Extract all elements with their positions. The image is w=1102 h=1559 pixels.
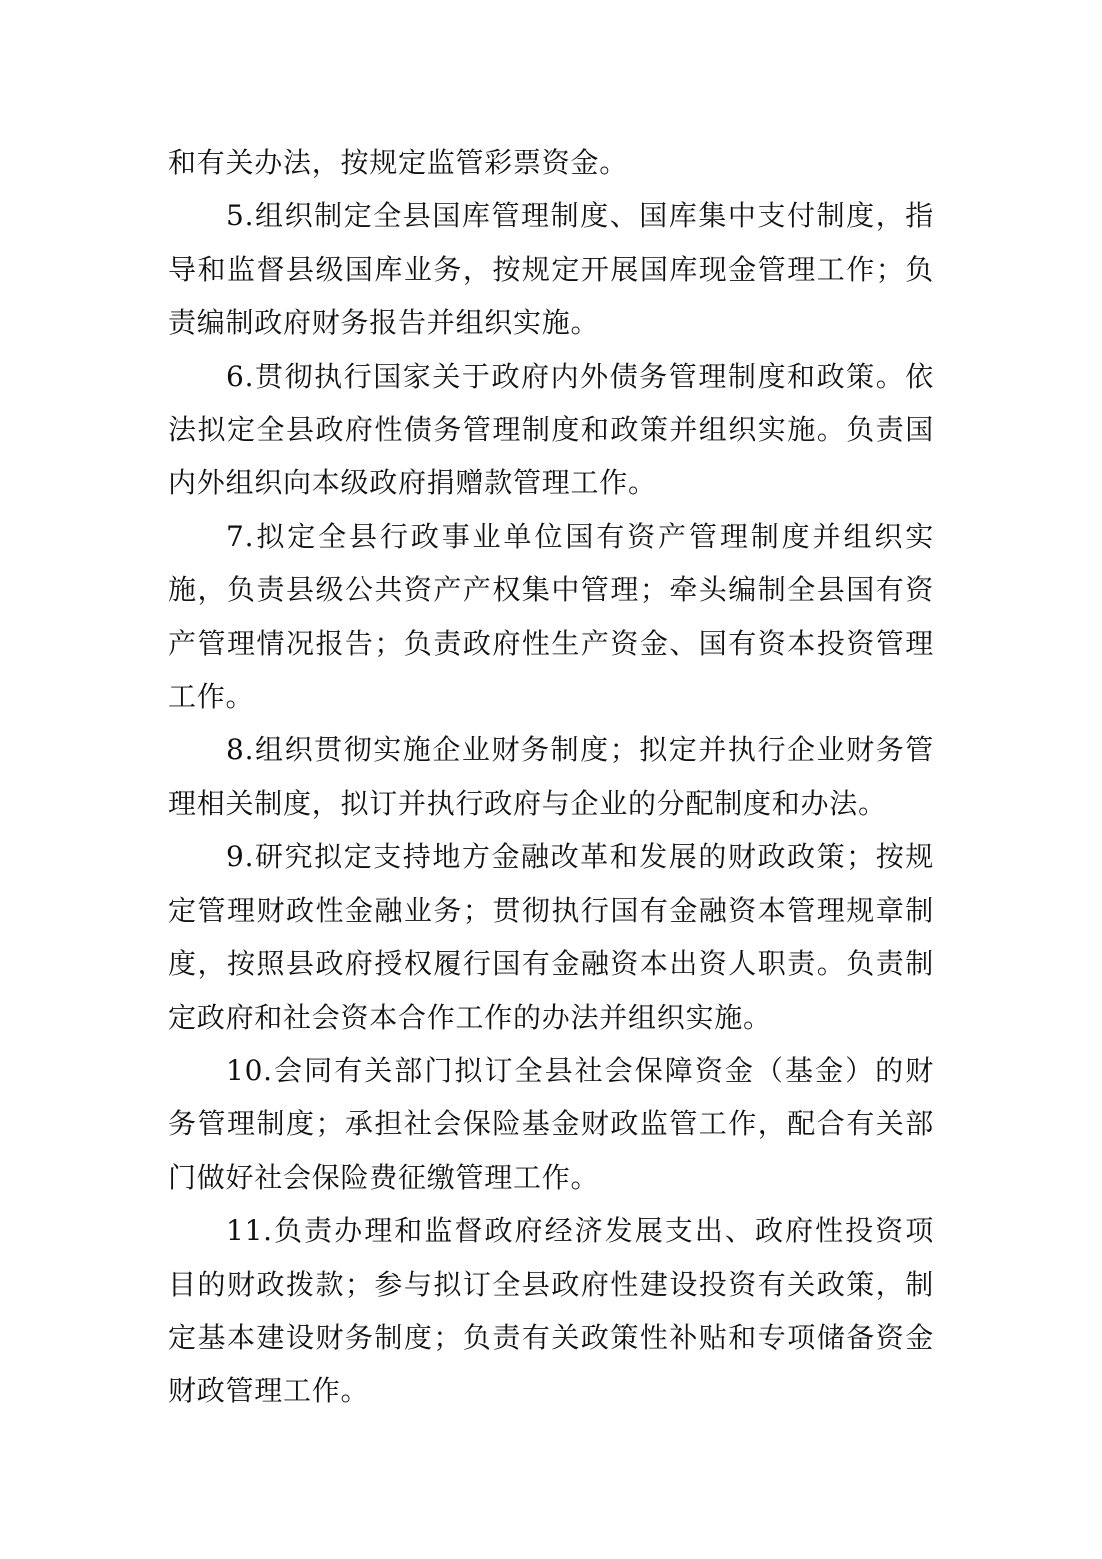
- paragraph-item-11: 11.负责办理和监督政府经济发展支出、政府性投资项目的财政拨款；参与拟订全县政府性建设投资有关政策，制定基本建设财务制度；负责有关政策性补贴和专项储备资金财政管理工作。: [168, 1214, 934, 1408]
- paragraph-item-7: 7.拟定全县行政事业单位国有资产管理制度并组织实施，负责县级公共资产产权集中管理；牵头编制全县国有资产管理情况报告；负责政府性生产资金、国有资本投资管理工作。: [168, 519, 934, 714]
- document-body: [168, 136, 934, 1418]
- paragraph-item-8: 8.组织贯彻实施企业财务制度；拟定并执行企业财务管理相关制度，拟订并执行政府与企业的分配制度和办法。: [168, 733, 934, 820]
- paragraph-item-5: 5.组织制定全县国库管理制度、国库集中支付制度，指导和监督县级国库业务，按规定开展国库现金管理工作；负责编制政府财务报告并组织实施。: [168, 199, 934, 340]
- paragraph-item-9: 9.研究拟定支持地方金融改革和发展的财政政策；按规定管理财政性金融业务；贯彻执行国有金融资本管理规章制度，按照县政府授权履行国有金融资本出资人职责。负责制定政府和社会资本合作工作的办法并组织实施。: [168, 840, 934, 1034]
- paragraph-continuation: 和有关办法，按规定监管彩票资金。: [168, 146, 629, 179]
- paragraph-item-10: 10.会同有关部门拟订全县社会保障资金（基金）的财务管理制度；承担社会保险基金财政监管工作，配合有关部门做好社会保险费征缴管理工作。: [168, 1053, 934, 1194]
- paragraph-item-6: 6.贯彻执行国家关于政府内外债务管理制度和政策。依法拟定全县政府性债务管理制度和政策并组织实施。负责国内外组织向本级政府捐赠款管理工作。: [168, 359, 934, 500]
